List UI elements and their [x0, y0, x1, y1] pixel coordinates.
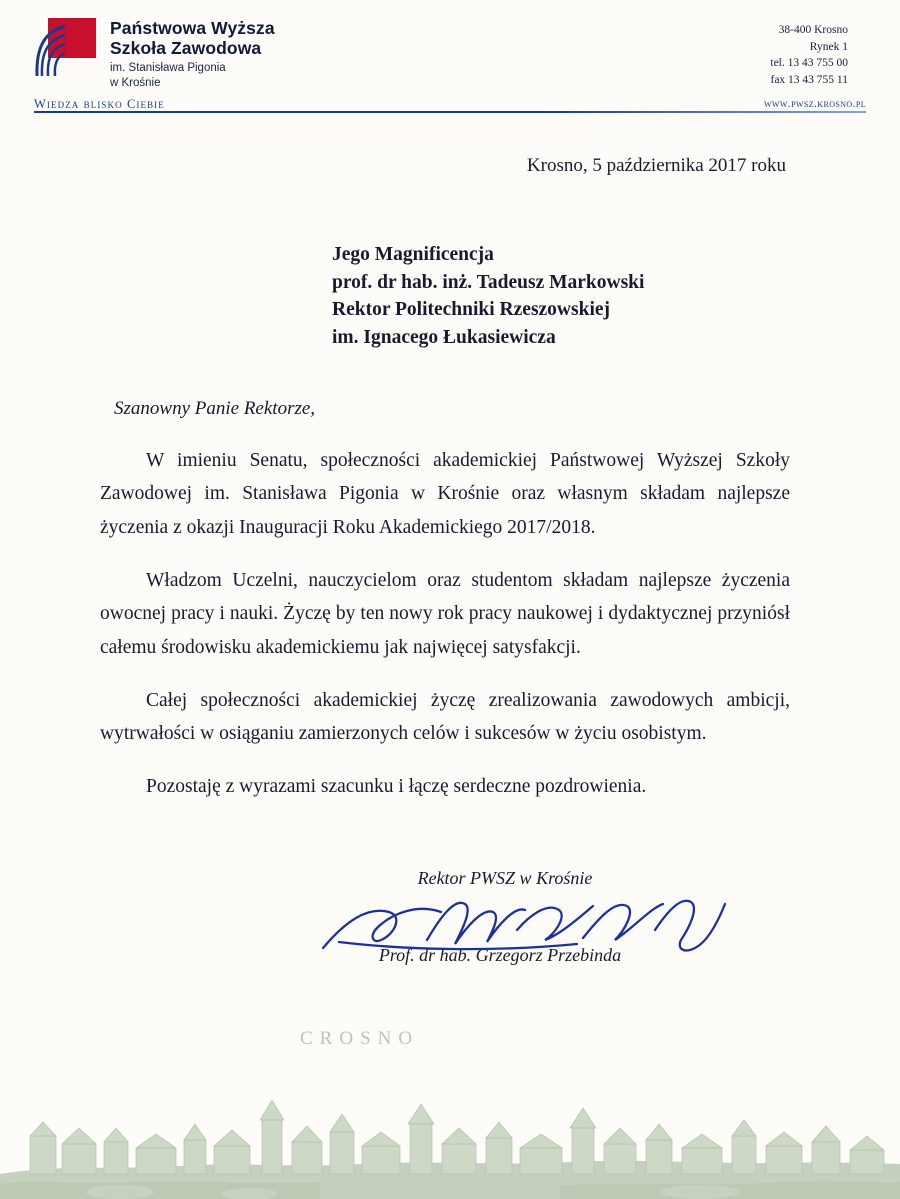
contact-street: Rynek 1: [809, 40, 848, 53]
signatory-name: Prof. dr hab. Grzegorz Przebinda: [378, 944, 622, 965]
institution-line-3: im. Stanisława Pigonia: [110, 62, 226, 75]
contact-postal: 38-400 Krosno: [778, 24, 848, 36]
divider-bar: [34, 111, 866, 113]
addressee-line-4: im. Ignacego Łukasiewicza: [332, 327, 556, 348]
footer-panorama-illustration: [0, 1024, 900, 1199]
addressee-block: [100, 241, 790, 352]
addressee-line-2: prof. dr hab. inż. Tadeusz Markowski: [332, 271, 645, 293]
letterhead: [0, 0, 900, 90]
paragraph-4: Pozostaję z wyrazami szacunku i łączę serdeczne pozdrowienia.: [146, 776, 647, 798]
contact-phone: tel. 13 43 755 00: [770, 57, 848, 70]
signatory-title: Rektor PWSZ w Krośnie: [417, 867, 593, 888]
letter-body: [0, 155, 900, 998]
signature-block: [100, 868, 790, 998]
contact-block: [770, 18, 848, 89]
institution-line-1: Państwowa Wyższa: [110, 18, 275, 38]
institution-motto: Wiedza blisko Ciebie: [34, 96, 165, 111]
addressee-line-1: Jego Magnificencja: [332, 243, 494, 265]
paragraph-3: Całej społeczności akademickiej życzę zrealizowania zawodowych ambicji, wytrwałości w osiąganiu zamierzonych celów i sukcesów w życiu osobistym.: [100, 689, 790, 745]
institution-brand: [34, 18, 275, 90]
paragraph-1: W imieniu Senatu, społeczności akademickiej Państwowej Wyższej Szkoły Zawodowej im. Stanisława Pigonia w Krośnie oraz własnym składam najlepsze życzenia z okazji Inauguracji Roku Akademickiego 2017/2018.: [100, 449, 790, 538]
letterhead-divider: [34, 97, 866, 119]
contact-fax: fax 13 43 755 11: [770, 74, 848, 87]
pwsz-logo-icon: [34, 18, 96, 80]
institution-line-2: Szkoła Zawodowa: [110, 37, 262, 58]
addressee-line-3: Rektor Politechniki Rzeszowskiej: [332, 299, 611, 321]
institution-website[interactable]: www.pwsz.krosno.pl: [763, 97, 866, 110]
place-and-date: Krosno, 5 października 2017 roku: [526, 154, 786, 176]
panorama-caption: CROSNO: [300, 1028, 420, 1049]
institution-line-4: w Krośnie: [110, 76, 161, 89]
institution-name: [110, 18, 275, 90]
salutation: Szanowny Panie Rektorze,: [114, 397, 316, 419]
paragraph-2: Władzom Uczelni, nauczycielom oraz studentom składam najlepsze życzenia owocnej pracy i nauki. Życzę by ten nowy rok pracy naukowej i dydaktycznej przyniósł całemu środowisku akademickiemu jak najwięcej satysfakcji.: [100, 569, 790, 658]
